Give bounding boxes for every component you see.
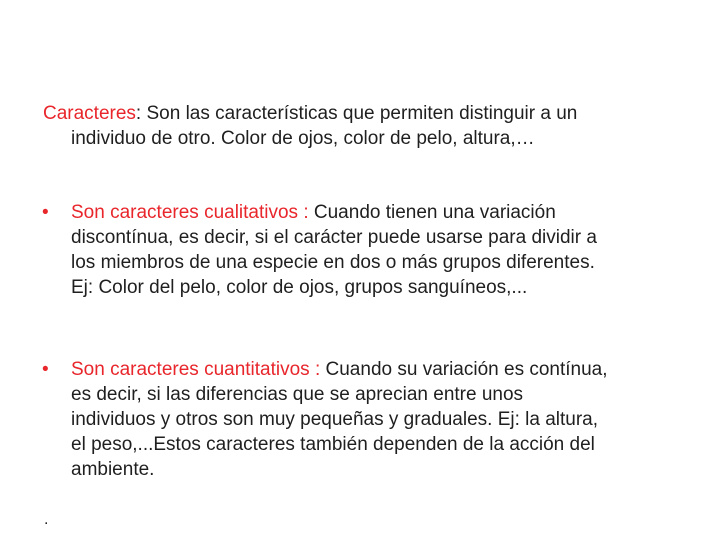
intro-text-1: : Son las características que permiten distinguir a un [135, 103, 578, 124]
intro-line-1 [0, 101, 720, 126]
bullet-line-5: ambiente. [71, 459, 155, 480]
bullet-text-1: Cuando tienen una variación [313, 202, 556, 223]
bullet-qualitative [0, 200, 720, 300]
bullet-marker: • [42, 202, 49, 223]
bullet-term: Son caracteres cuantitativos : [71, 359, 326, 380]
bullet-line-4: el peso,...Estos caracteres también dependen de la acción del [71, 434, 595, 455]
bullet-line-1 [0, 200, 720, 225]
intro-line-2: individuo de otro. Color de ojos, color de pelo, altura,… [71, 128, 535, 149]
bullet-line-3: los miembros de una especie en dos o más grupos diferentes. [71, 252, 595, 273]
bullet-term: Son caracteres cualitativos : [71, 202, 314, 223]
bullet-marker: • [42, 359, 49, 380]
intro-term: Caracteres [43, 103, 136, 124]
trailing-mark: . [44, 511, 49, 528]
bullet-line-1 [0, 357, 720, 382]
bullet-line-2: discontínua, es decir, si el carácter puede usarse para dividir a [71, 227, 597, 248]
bullet-line-2: es decir, si las diferencias que se aprecian entre unos [71, 384, 524, 405]
bullet-line-4: Ej: Color del pelo, color de ojos, grupos sanguíneos,... [71, 277, 528, 298]
bullet-text-1: Cuando su variación es contínua, [325, 359, 608, 380]
bullet-quantitative [0, 357, 720, 482]
intro-paragraph [0, 101, 720, 151]
bullet-line-3: individuos y otros son muy pequeñas y graduales. Ej: la altura, [71, 409, 599, 430]
